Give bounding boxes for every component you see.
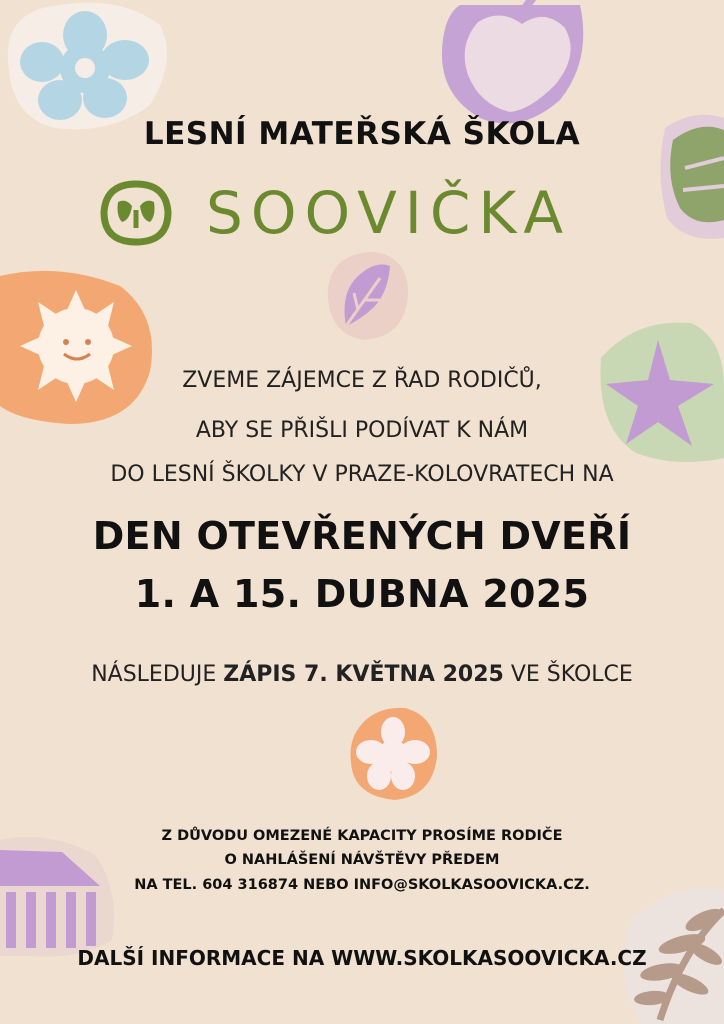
- owl-logo-icon: [100, 180, 172, 246]
- enrollment-date: ZÁPIS 7. KVĚTNA 2025: [223, 662, 504, 687]
- invitation-line: ZVEME ZÁJEMCE Z ŘAD RODIČŮ,: [182, 368, 542, 393]
- house-icon: [0, 830, 118, 960]
- school-type-heading: LESNÍ MATEŘSKÁ ŠKOLA: [143, 116, 581, 152]
- leaf-icon: [318, 248, 413, 343]
- flower-icon: [0, 0, 175, 135]
- notice-line: Z DŮVODU OMEZENÉ KAPACITY PROSÍME RODIČE: [161, 828, 563, 844]
- star-icon: [596, 318, 724, 468]
- flower-icon: [345, 704, 441, 804]
- brand-logo: [100, 178, 571, 248]
- invitation-line: ABY SE PŘIŠLI PODÍVAT K NÁM: [195, 418, 529, 443]
- event-dates: 1. A 15. DUBNA 2025: [134, 572, 590, 616]
- brand-name: SOOVIČKA: [206, 179, 572, 247]
- invitation-line: DO LESNÍ ŠKOLKY V PRAZE-KOLOVRATECH NA: [110, 462, 614, 487]
- event-title: DEN OTEVŘENÝCH DVEŘÍ: [92, 514, 632, 558]
- enrollment-suffix: VE ŠKOLCE: [503, 662, 633, 687]
- notice-line: O NAHLÁŠENÍ NÁVŠTĚVY PŘEDEM: [224, 852, 500, 868]
- enrollment-info: [0, 662, 724, 687]
- enrollment-prefix: NÁSLEDUJE: [91, 662, 224, 687]
- heart-icon: [430, 0, 590, 135]
- sun-icon: [0, 266, 158, 426]
- contact-line: NA TEL. 604 316874 NEBO INFO@SKOLKASOOVICKA.CZ.: [134, 877, 590, 893]
- website-footer: DALŠÍ INFORMACE NA WWW.SKOLKASOOVICKA.CZ: [77, 946, 647, 970]
